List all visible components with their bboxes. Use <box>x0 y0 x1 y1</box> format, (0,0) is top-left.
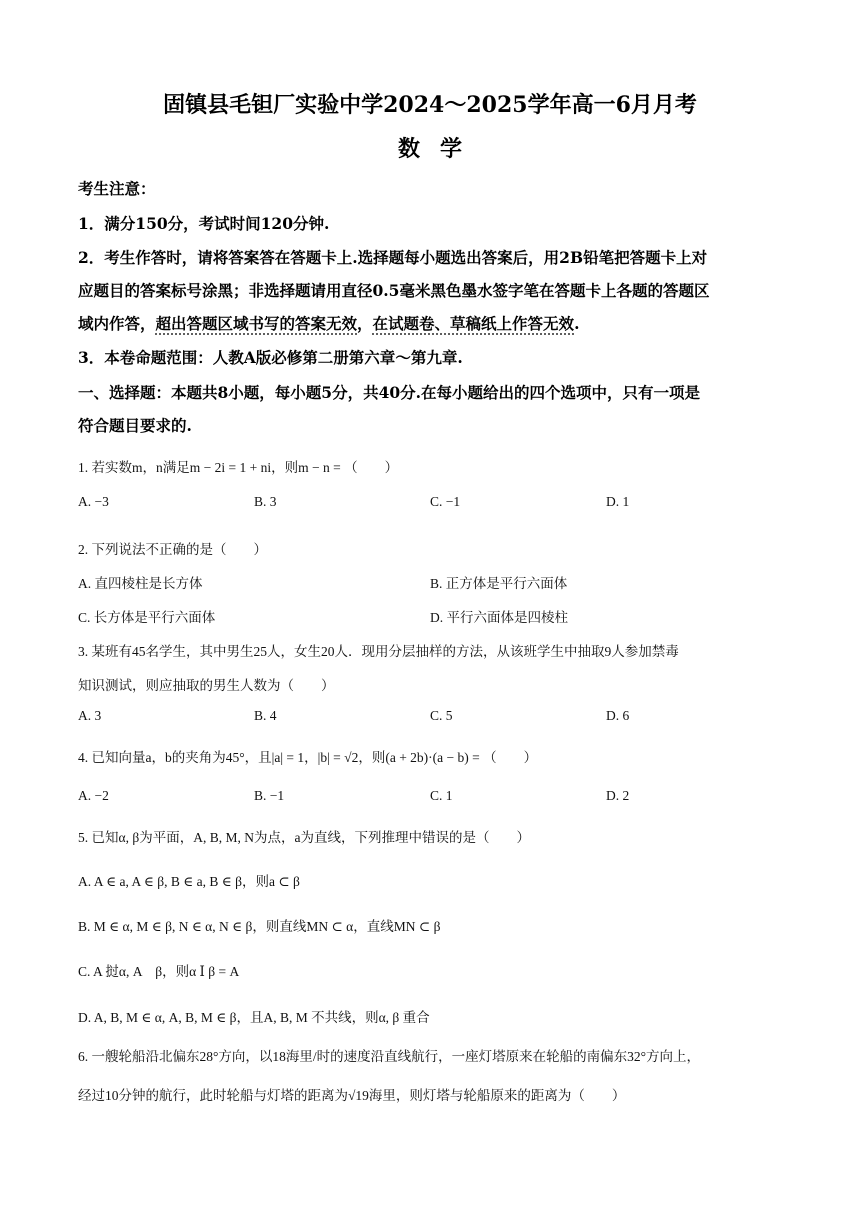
question-5-option-a: A. A ∈ a, A ∈ β, B ∈ a, B ∈ β，则a ⊂ β <box>78 874 300 889</box>
question-2-option-c: C. 长方体是平行六面体 <box>78 610 216 625</box>
notice-heading: 考生注意： <box>78 179 156 198</box>
question-3-line-2: 知识测试，则应抽取的男生人数为（ ） <box>78 678 335 693</box>
subject-title: 数学 <box>397 136 482 162</box>
question-1-option-c: C. −1 <box>430 494 461 509</box>
question-1-option-b: B. 3 <box>254 494 277 509</box>
notice-item-2-line-2: 应题目的答案标号涂黑；非选择题请用直径0.5毫米黑色墨水签字笔在答题卡上各题的答题区 <box>78 281 710 300</box>
question-1-stem: 1. 若实数m，n满足m − 2i = 1 + ni，则m − n = （ ） <box>78 460 399 475</box>
question-3-option-c: C. 5 <box>430 708 453 723</box>
question-6-line-2: 经过10分钟的航行，此时轮船与灯塔的距离为√19海里，则灯塔与轮船原来的距离为（ ） <box>78 1088 626 1103</box>
question-4-option-d: D. 2 <box>606 788 630 803</box>
question-5-option-d: D. A, B, M ∈ α, A, B, M ∈ β，且A, B, M 不共线，则α, β 重合 <box>78 1010 430 1025</box>
notice-item-1: 1．满分150分，考试时间120分钟. <box>78 214 330 233</box>
question-4-option-c: C. 1 <box>430 788 453 803</box>
question-2-option-d: D. 平行六面体是四棱柱 <box>430 610 568 625</box>
question-1-option-d: D. 1 <box>606 494 630 509</box>
question-5-option-b: B. M ∈ α, M ∈ β, N ∈ α, N ∈ β，则直线MN ⊂ α，直线MN ⊂ β <box>78 919 441 934</box>
notice-item-3: 3．本卷命题范围：人教A版必修第二册第六章～第九章. <box>78 348 463 367</box>
question-2-option-b: B. 正方体是平行六面体 <box>430 576 568 591</box>
question-4-option-b: B. −1 <box>254 788 285 803</box>
notice-emphasis-2: 在试题卷、草稿纸上作答无效 <box>372 314 575 333</box>
question-4-stem: 4. 已知向量a，b的夹角为45°，且|a| = 1，|b| = √2，则(a + 2b)·(a − b) = （ ） <box>78 750 538 765</box>
question-3-option-d: D. 6 <box>606 708 630 723</box>
notice-text: ， <box>357 314 373 333</box>
question-1-option-a: A. −3 <box>78 494 109 509</box>
section-1-line-2: 符合题目要求的. <box>78 416 192 435</box>
question-3-line-1: 3. 某班有45名学生，其中男生25人，女生20人．现用分层抽样的方法，从该班学生中抽取9人参加禁毒 <box>78 644 679 659</box>
question-5-option-c: C. A 挝α, A β，则α Ⅰ β = A <box>78 964 240 979</box>
notice-item-2-line-1: 2．考生作答时，请将答案答在答题卡上.选择题每小题选出答案后，用2B铅笔把答题卡上对 <box>78 248 708 267</box>
question-6-line-1: 6. 一艘轮船沿北偏东28°方向，以18海里/时的速度沿直线航行，一座灯塔原来在轮船的南偏东32°方向上， <box>78 1049 701 1064</box>
question-4-option-a: A. −2 <box>78 788 109 803</box>
notice-text: 域内作答， <box>78 314 156 333</box>
question-2-option-a: A. 直四棱柱是长方体 <box>78 576 203 591</box>
notice-emphasis-1: 超出答题区域书写的答案无效 <box>155 314 358 333</box>
question-2-stem: 2. 下列说法不正确的是（ ） <box>78 542 267 557</box>
question-5-stem: 5. 已知α, β为平面，A, B, M, N为点，a为直线，下列推理中错误的是（ ） <box>78 830 530 845</box>
exam-title: 固镇县毛钽厂实验中学2024～2025学年高一6月月考 <box>163 92 697 118</box>
section-1-line-1: 一、选择题：本题共8小题，每小题5分，共40分.在每小题给出的四个选项中，只有一项是 <box>78 383 701 402</box>
question-3-option-b: B. 4 <box>254 708 277 723</box>
notice-item-2-line-3 <box>78 312 788 334</box>
notice-text: . <box>574 314 580 333</box>
question-3-option-a: A. 3 <box>78 708 102 723</box>
